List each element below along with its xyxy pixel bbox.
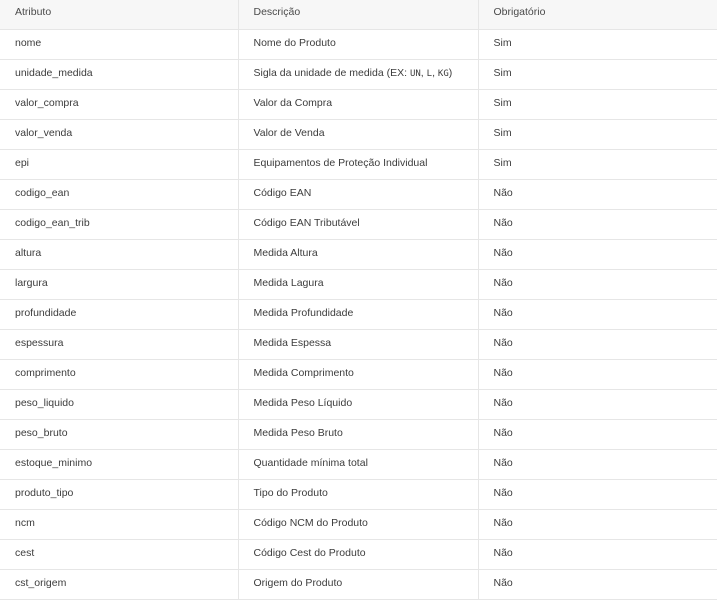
cell-atributo: codigo_ean — [0, 180, 238, 210]
table-row — [0, 300, 717, 330]
cell-obrigatorio: Não — [478, 240, 717, 270]
cell-obrigatorio: Não — [478, 270, 717, 300]
header-row — [0, 0, 717, 30]
table-row — [0, 240, 717, 270]
cell-obrigatorio: Não — [478, 480, 717, 510]
cell-atributo: altura — [0, 240, 238, 270]
table-row — [0, 150, 717, 180]
cell-obrigatorio: Não — [478, 360, 717, 390]
cell-atributo: cest — [0, 540, 238, 570]
cell-obrigatorio: Sim — [478, 60, 717, 90]
cell-descricao: Valor de Venda — [238, 120, 478, 150]
table-row — [0, 480, 717, 510]
table-row — [0, 60, 717, 90]
cell-obrigatorio: Não — [478, 300, 717, 330]
table-row — [0, 390, 717, 420]
table-row — [0, 330, 717, 360]
cell-atributo: ncm — [0, 510, 238, 540]
cell-descricao: Código NCM do Produto — [238, 510, 478, 540]
cell-atributo: valor_venda — [0, 120, 238, 150]
table-header — [0, 0, 717, 30]
cell-descricao: Medida Altura — [238, 240, 478, 270]
separator: , — [432, 67, 438, 79]
cell-descricao: Nome do Produto — [238, 30, 478, 60]
code-unit-un: UN — [409, 69, 421, 79]
code-unit-kg: KG — [437, 69, 449, 79]
descricao-text: Sigla da unidade de medida (EX: — [253, 67, 410, 79]
cell-obrigatorio: Sim — [478, 90, 717, 120]
cell-obrigatorio: Sim — [478, 150, 717, 180]
table-row — [0, 270, 717, 300]
cell-atributo: unidade_medida — [0, 60, 238, 90]
cell-descricao: Código EAN Tributável — [238, 210, 478, 240]
cell-descricao: Valor da Compra — [238, 90, 478, 120]
table-row — [0, 450, 717, 480]
cell-obrigatorio: Não — [478, 510, 717, 540]
cell-descricao: Medida Profundidade — [238, 300, 478, 330]
table-row — [0, 420, 717, 450]
code-unit-l: L — [426, 69, 433, 79]
cell-obrigatorio: Não — [478, 540, 717, 570]
cell-atributo: peso_bruto — [0, 420, 238, 450]
cell-descricao: Tipo do Produto — [238, 480, 478, 510]
cell-descricao: Medida Lagura — [238, 270, 478, 300]
cell-atributo: largura — [0, 270, 238, 300]
cell-descricao — [238, 60, 478, 90]
table-row — [0, 570, 717, 600]
cell-descricao: Medida Comprimento — [238, 360, 478, 390]
cell-atributo: estoque_minimo — [0, 450, 238, 480]
cell-atributo: peso_liquido — [0, 390, 238, 420]
separator: , — [420, 67, 427, 79]
header-atributo: Atributo — [0, 0, 238, 30]
cell-obrigatorio: Sim — [478, 120, 717, 150]
cell-descricao: Medida Peso Bruto — [238, 420, 478, 450]
cell-atributo: codigo_ean_trib — [0, 210, 238, 240]
cell-descricao: Código Cest do Produto — [238, 540, 478, 570]
cell-obrigatorio: Não — [478, 210, 717, 240]
cell-obrigatorio: Sim — [478, 30, 717, 60]
descricao-suffix: ) — [448, 67, 453, 79]
cell-obrigatorio: Não — [478, 330, 717, 360]
cell-descricao: Medida Espessa — [238, 330, 478, 360]
table-row — [0, 360, 717, 390]
cell-atributo: nome — [0, 30, 238, 60]
cell-atributo: profundidade — [0, 300, 238, 330]
cell-atributo: epi — [0, 150, 238, 180]
cell-atributo: produto_tipo — [0, 480, 238, 510]
cell-descricao: Origem do Produto — [238, 570, 478, 600]
cell-descricao: Código EAN — [238, 180, 478, 210]
cell-descricao: Medida Peso Líquido — [238, 390, 478, 420]
cell-obrigatorio: Não — [478, 420, 717, 450]
cell-descricao: Equipamentos de Proteção Individual — [238, 150, 478, 180]
cell-atributo: comprimento — [0, 360, 238, 390]
cell-obrigatorio: Não — [478, 450, 717, 480]
cell-obrigatorio: Não — [478, 570, 717, 600]
table-row — [0, 180, 717, 210]
table-row — [0, 540, 717, 570]
header-obrigatorio: Obrigatório — [478, 0, 717, 30]
cell-atributo: valor_compra — [0, 90, 238, 120]
table-row — [0, 30, 717, 60]
table-row — [0, 510, 717, 540]
cell-obrigatorio: Não — [478, 180, 717, 210]
header-descricao: Descrição — [238, 0, 478, 30]
table-body — [0, 30, 717, 600]
cell-obrigatorio: Não — [478, 390, 717, 420]
table-row — [0, 90, 717, 120]
cell-atributo: cst_origem — [0, 570, 238, 600]
table-row — [0, 210, 717, 240]
cell-descricao: Quantidade mínima total — [238, 450, 478, 480]
table-row — [0, 120, 717, 150]
cell-atributo: espessura — [0, 330, 238, 360]
